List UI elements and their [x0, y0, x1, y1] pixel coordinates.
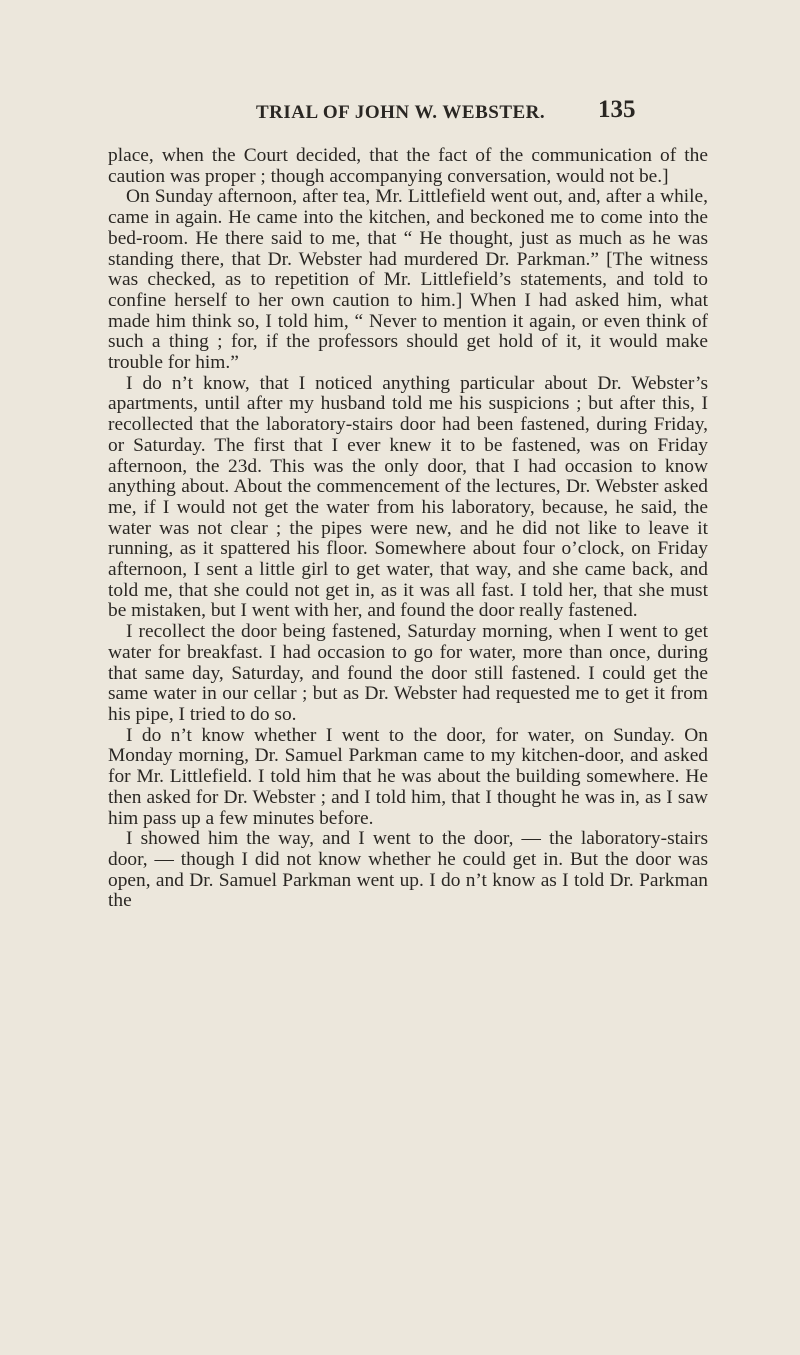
paragraph: place, when the Court decided, that the fact of the communication of the caution was proper ; though accompanying conversation, would not be.] — [108, 145, 708, 187]
paragraph: On Sunday afternoon, after tea, Mr. Littlefield went out, and, after a while, came in again. He came into the kitchen, and beckoned me to come into the bed-room. He there said to me, that “ He thought, just as much as he was standing there, that Dr. Webster had murdered Dr. Parkman.” [The witness was checked, as to repetition of Mr. Littlefield’s statements, and told to confine herself to her own caution to him.] When I had asked him, what made him think so, I told him, “ Never to mention it again, or even think of such a thing ; for, if the professors should get hold of it, it would make trouble for him.” — [108, 186, 708, 374]
paragraph: I showed him the way, and I went to the door, — the laboratory-stairs door, — though I did not know whether he could get in. But the door was open, and Dr. Samuel Parkman went up. I do n’t know as I told Dr. Parkman the — [108, 828, 708, 912]
page-number: 135 — [598, 96, 636, 123]
page-header — [108, 92, 708, 132]
paragraph: I do n’t know whether I went to the door, for water, on Sunday. On Monday morning, Dr. Samuel Parkman came to my kitchen-door, and asked for Mr. Littlefield. I told him that he was about the building somewhere. He then asked for Dr. Webster ; and I told him, that I thought he was in, as I saw him pass up a few minutes before. — [108, 724, 708, 829]
paragraph: I do n’t know, that I noticed anything particular about Dr. Webster’s apartments, until after my husband told me his suspicions ; but after this, I recollected that the laboratory-stairs door had been fastened, during Friday, or Saturday. The first that I ever knew it to be fastened, was on Friday afternoon, the 23d. This was the only door, that I had occasion to know anything about. About the commencement of the lectures, Dr. Webster asked me, if I would not get the water from his laboratory, because, he said, the water was not clear ; the pipes were new, and he did not like to leave it running, as it spattered his floor. Somewhere about four o’clock, on Friday afternoon, I sent a little girl to get water, that way, and she came back, and told me, that she could not get in, as it was all fast. I told her, that she must be mistaken, but I went with her, and found the door really fastened. — [108, 372, 708, 622]
paragraph: I recollect the door being fastened, Saturday morning, when I went to get water for breakfast. I had occasion to go for water, more than once, during that same day, Saturday, and found the door still fastened. I could get the same water in our cellar ; but as Dr. Webster had requested me to get it from his pipe, I tried to do so. — [108, 621, 708, 725]
body-text — [108, 146, 708, 912]
running-head: TRIAL OF JOHN W. WEBSTER. — [256, 102, 546, 123]
